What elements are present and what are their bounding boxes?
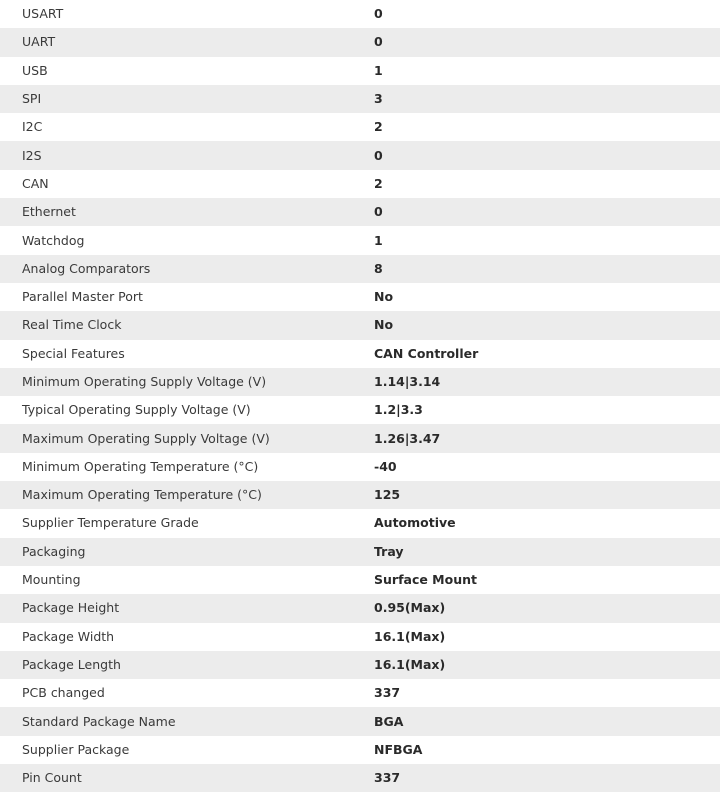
spec-label: CAN bbox=[22, 175, 49, 191]
spec-value: Automotive bbox=[374, 515, 456, 531]
spec-row bbox=[0, 28, 720, 56]
spec-value: No bbox=[374, 317, 394, 333]
spec-row bbox=[0, 651, 720, 679]
spec-label: Supplier Package bbox=[22, 741, 130, 757]
spec-value: 1.2|3.3 bbox=[374, 402, 423, 418]
spec-row bbox=[0, 764, 720, 792]
spec-row bbox=[0, 707, 720, 735]
spec-row bbox=[0, 141, 720, 169]
spec-row bbox=[0, 57, 720, 85]
spec-label: Real Time Clock bbox=[22, 317, 122, 333]
spec-row bbox=[0, 283, 720, 311]
spec-value: 2 bbox=[374, 175, 383, 191]
spec-label: UART bbox=[22, 34, 56, 50]
spec-value: -40 bbox=[374, 458, 397, 474]
spec-row bbox=[0, 311, 720, 339]
spec-label: Parallel Master Port bbox=[22, 289, 143, 305]
spec-label: USB bbox=[22, 62, 48, 78]
spec-row bbox=[0, 566, 720, 594]
spec-row bbox=[0, 0, 720, 28]
spec-label: Special Features bbox=[22, 345, 125, 361]
spec-value: BGA bbox=[374, 713, 404, 729]
spec-row bbox=[0, 85, 720, 113]
spec-value: 3 bbox=[374, 91, 383, 107]
spec-label: Packaging bbox=[22, 543, 86, 559]
spec-value: Tray bbox=[374, 543, 404, 559]
spec-row bbox=[0, 623, 720, 651]
spec-label: Standard Package Name bbox=[22, 713, 176, 729]
spec-row bbox=[0, 679, 720, 707]
spec-label: Package Length bbox=[22, 656, 121, 672]
spec-value: 1.14|3.14 bbox=[374, 374, 441, 389]
spec-label: Minimum Operating Supply Voltage (V) bbox=[22, 374, 267, 389]
spec-label: Typical Operating Supply Voltage (V) bbox=[22, 402, 251, 418]
spec-row bbox=[0, 340, 720, 368]
spec-label: Mounting bbox=[22, 572, 81, 588]
spec-value: 0 bbox=[374, 147, 383, 163]
spec-row bbox=[0, 396, 720, 424]
spec-value: 125 bbox=[374, 487, 401, 503]
spec-label: Maximum Operating Temperature (°C) bbox=[22, 487, 262, 503]
spec-label: USART bbox=[22, 6, 64, 22]
spec-label: Watchdog bbox=[22, 232, 85, 248]
spec-row bbox=[0, 538, 720, 566]
spec-value: 0 bbox=[374, 34, 383, 50]
spec-value: 16.1(Max) bbox=[374, 656, 446, 672]
spec-value: Surface Mount bbox=[374, 572, 477, 588]
spec-row bbox=[0, 509, 720, 537]
spec-value: 337 bbox=[374, 770, 401, 786]
spec-label: Minimum Operating Temperature (°C) bbox=[22, 458, 259, 474]
spec-row bbox=[0, 170, 720, 198]
spec-value: No bbox=[374, 289, 394, 305]
spec-label: SPI bbox=[22, 91, 42, 107]
spec-row bbox=[0, 594, 720, 622]
spec-row bbox=[0, 226, 720, 254]
spec-label: Analog Comparators bbox=[22, 260, 151, 276]
spec-label: Pin Count bbox=[22, 770, 82, 786]
spec-value: NFBGA bbox=[374, 741, 423, 757]
spec-value: 1.26|3.47 bbox=[374, 430, 441, 446]
spec-label: Ethernet bbox=[22, 204, 76, 220]
spec-row bbox=[0, 368, 720, 396]
spec-value: 16.1(Max) bbox=[374, 628, 446, 644]
spec-label: Package Height bbox=[22, 600, 120, 616]
spec-value: 0 bbox=[374, 6, 383, 22]
spec-value: 1 bbox=[374, 232, 383, 248]
spec-label: I2C bbox=[22, 119, 43, 135]
spec-label: Supplier Temperature Grade bbox=[22, 515, 199, 531]
spec-value: 2 bbox=[374, 119, 383, 135]
spec-label: Maximum Operating Supply Voltage (V) bbox=[22, 430, 270, 446]
spec-value: 0.95(Max) bbox=[374, 600, 446, 616]
spec-row bbox=[0, 453, 720, 481]
spec-value: CAN Controller bbox=[374, 345, 479, 361]
spec-row bbox=[0, 255, 720, 283]
spec-value: 337 bbox=[374, 685, 401, 701]
spec-row bbox=[0, 198, 720, 226]
spec-row bbox=[0, 481, 720, 509]
spec-value: 1 bbox=[374, 62, 383, 78]
spec-row bbox=[0, 113, 720, 141]
spec-value: 0 bbox=[374, 204, 383, 220]
spec-row bbox=[0, 736, 720, 764]
spec-label: I2S bbox=[22, 147, 42, 163]
spec-row bbox=[0, 424, 720, 452]
spec-label: Package Width bbox=[22, 628, 115, 644]
spec-label: PCB changed bbox=[22, 685, 105, 701]
spec-value: 8 bbox=[374, 260, 383, 276]
